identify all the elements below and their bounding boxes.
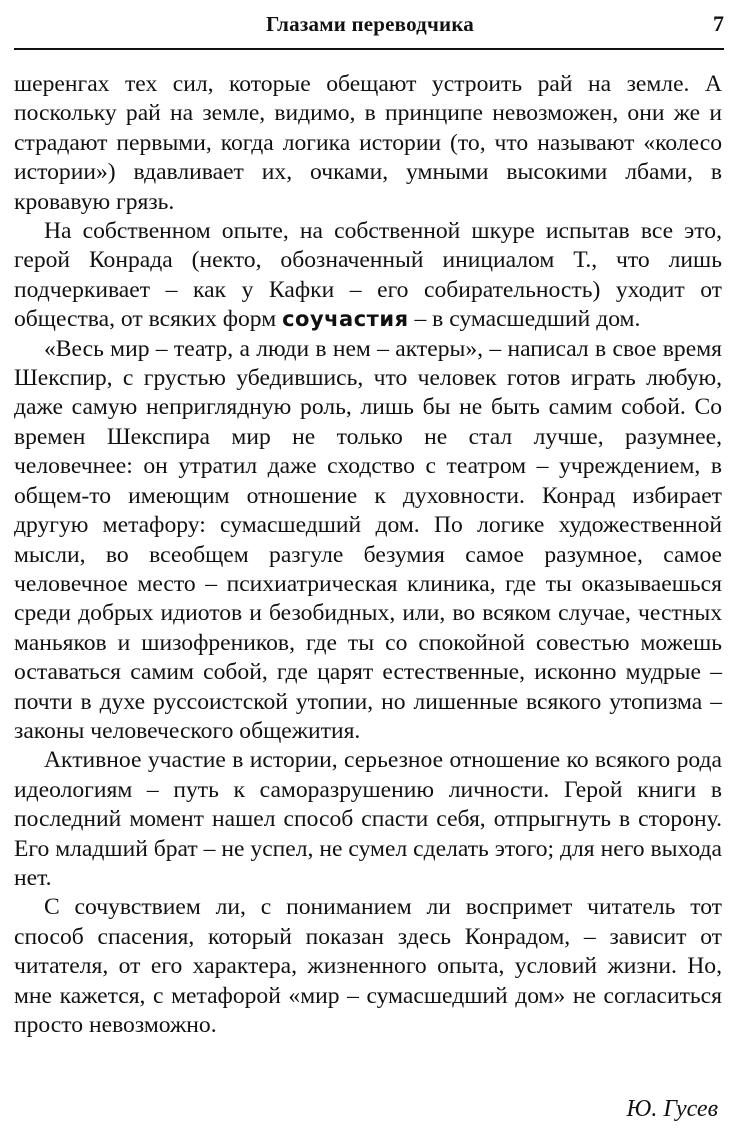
body-text bbox=[14, 70, 722, 1040]
emphasized-word: соучастия bbox=[282, 307, 409, 332]
paragraph-2-text-after: – в сумасшедший дом. bbox=[408, 306, 641, 333]
paragraph-1: шеренгах тех сил, которые обещают устроить рай на земле. А поскольку рай на земле, видимо, в принципе невозможен, они же и страдают первыми, когда логика истории (то, что называют «колесо истории») вдавливает их, очками, умными высокими лбами, в кровавую грязь. bbox=[14, 71, 722, 215]
paragraph-5: С сочувствием ли, с пониманием ли воспримет читатель тот способ спасения, который показан здесь Конрадом, – зависит от читателя, от его характера, жизненного опыта, условий жизни. Но, мне кажется, с метафорой «мир – сумасшедший дом» не согласиться просто невозможно. bbox=[14, 894, 722, 1038]
header-divider bbox=[14, 48, 724, 50]
page-number: 7 bbox=[713, 11, 724, 36]
running-title: Глазами переводчика bbox=[265, 12, 475, 36]
paragraph-2-text-before: На собственном опыте, на собственной шкуре испытав все это, герой Конрада (некто, обозначенный инициалом Т., что лишь подчеркивает – как у Кафки – его собирательность) уходит от общества, от всяких форм bbox=[14, 218, 722, 333]
running-head bbox=[0, 8, 740, 38]
paragraph-2 bbox=[14, 217, 722, 335]
paragraph-4: Активное участие в истории, серьезное отношение ко всякого рода идеологиям – путь к саморазрушению личности. Герой книги в последний момент нашел способ спасти себя, отпрыгнуть в сторону. Его младший брат – не успел, не сумел сделать этого; для него выхода нет. bbox=[14, 747, 722, 891]
paragraph-3: «Весь мир – театр, а люди в нем – актеры», – написал в свое время Шекспир, с грустью убедившись, что человек готов играть любую, даже самую неприглядную роль, лишь бы не быть самим собой. Со времен Шекспира мир не только не стал лучше, разумнее, человечнее: он утратил даже сходство с театром – учреждением, в общем-то имеющим отношение к духовности. Конрад избирает другую метафору: сумасшедший дом. По логике художественной мысли, во всеобщем разгуле безумия самое разумное, самое человечное место – психиатрическая клиника, где ты оказываешься среди добрых идиотов и безобидных, или, во всяком случае, честных маньяков и шизофреников, где ты со спокойной совестью можешь оставаться самим собой, где царят естественные, исконно мудрые – почти в духе руссоистской утопии, но лишенные всякого утопизма – законы человеческого общежития. bbox=[14, 335, 722, 744]
author-signature: Ю. Гусев bbox=[626, 1096, 718, 1122]
